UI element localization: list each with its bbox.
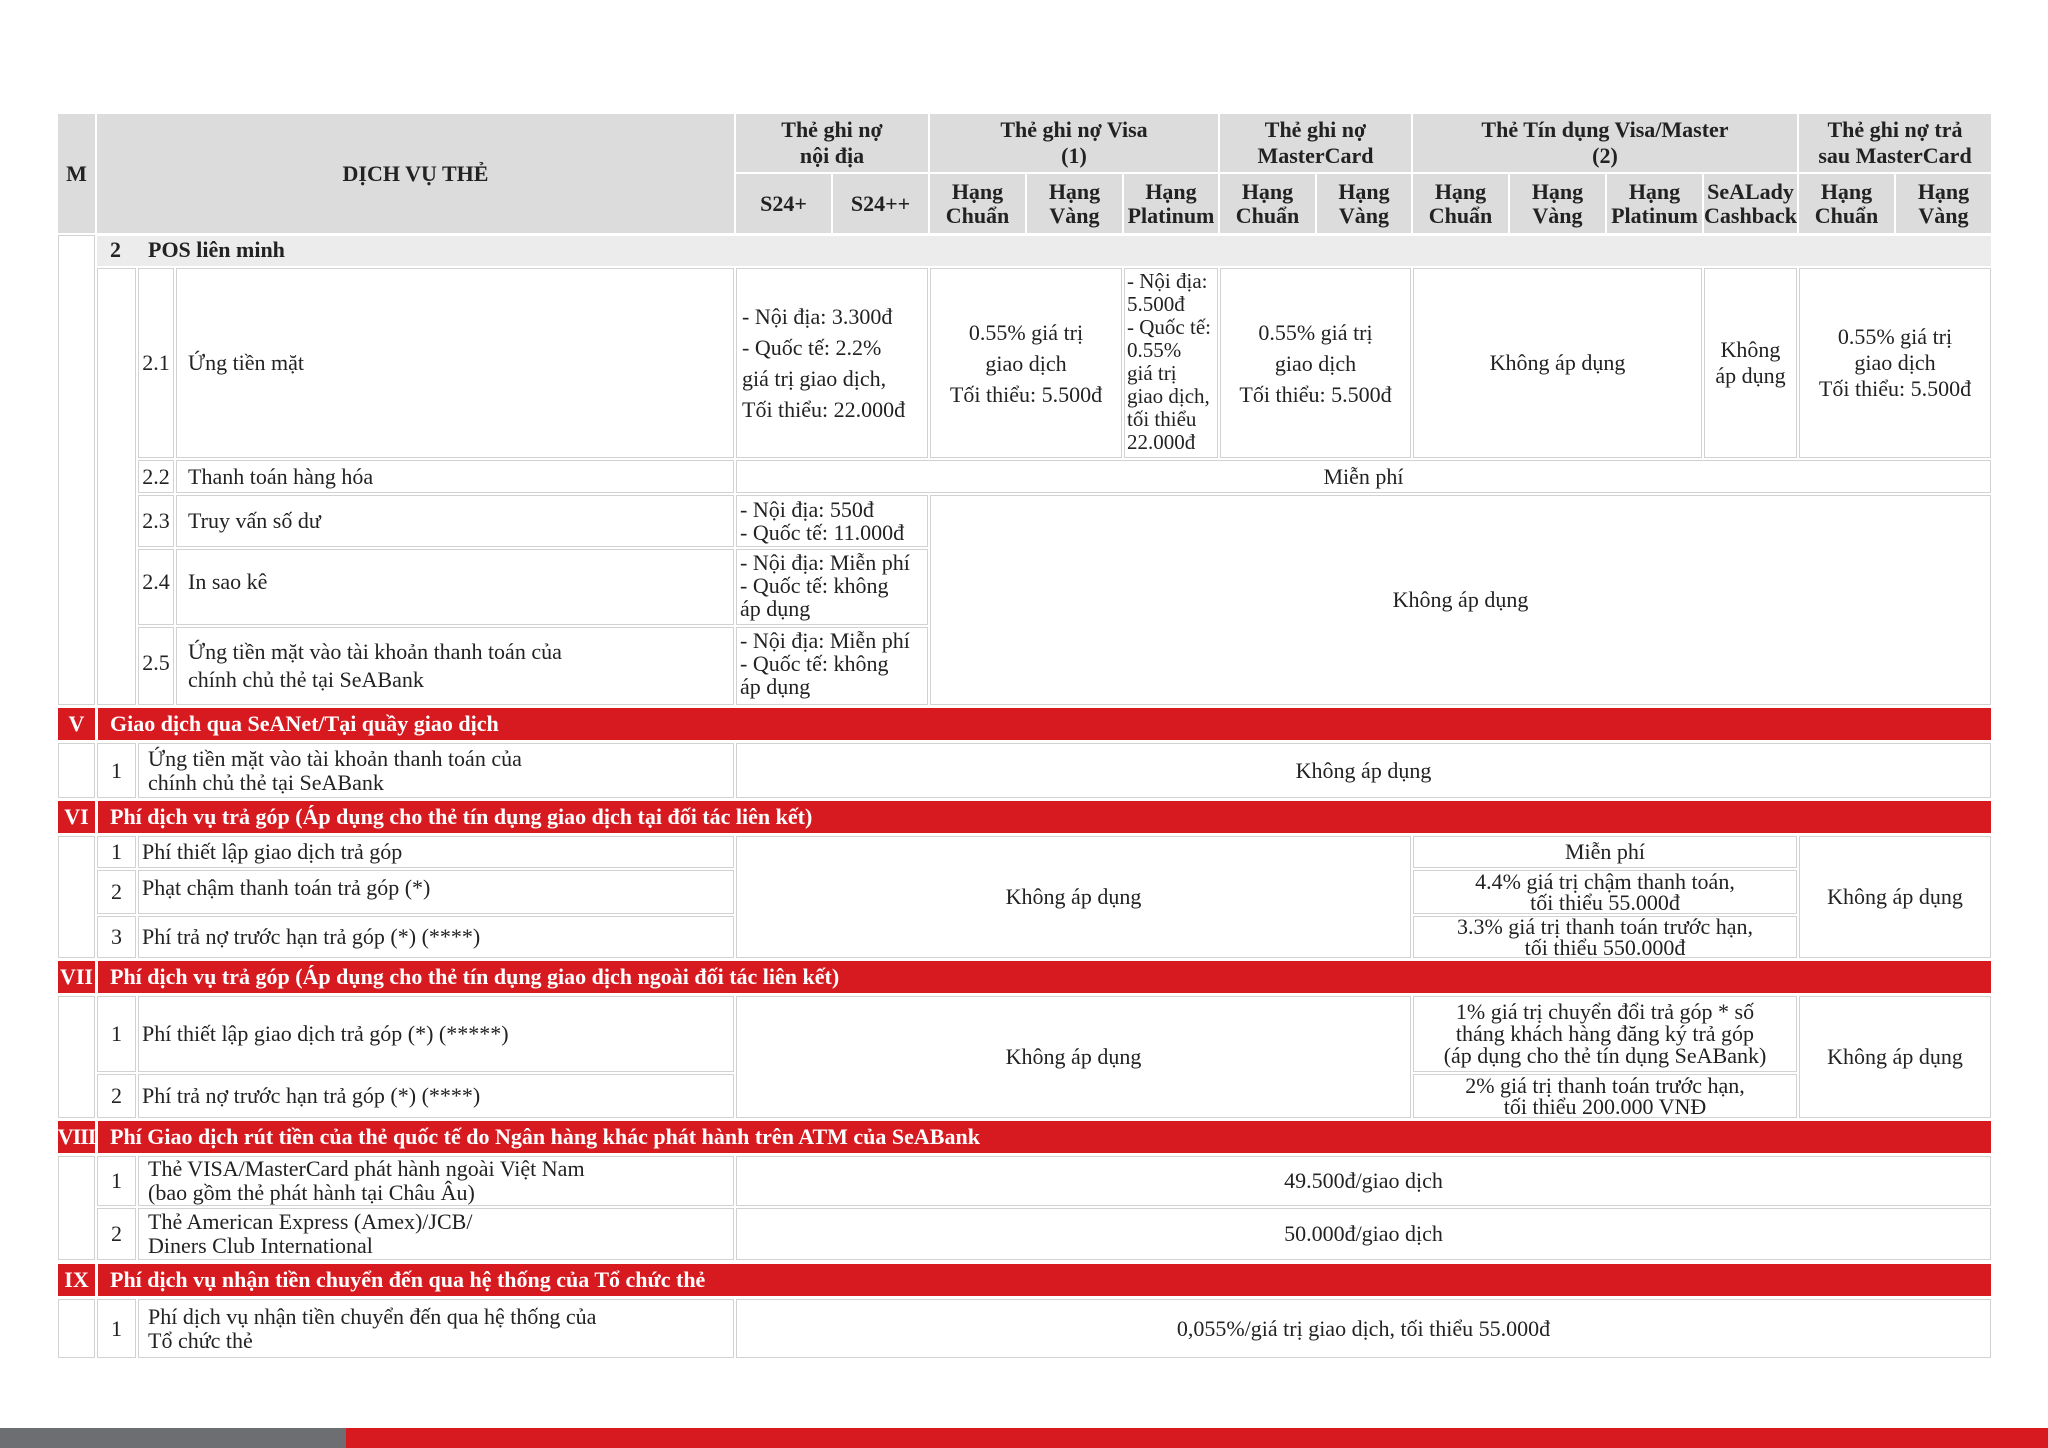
section-vii-roman: VII: [59, 964, 93, 989]
section-ix-title: Phí dịch vụ nhận tiền chuyển đến qua hệ thống của Tổ chức thẻ: [110, 1267, 706, 1292]
section-divider: [95, 1264, 98, 1296]
row-label-early-repayment: Phí trả nợ trước hạn trả góp (*) (****): [142, 1083, 481, 1108]
m-column-blank: [58, 743, 95, 798]
value-credit-cash-advance: Không áp dụng: [1489, 350, 1626, 375]
row-label-statement: In sao kê: [188, 569, 268, 594]
section-divider: [95, 708, 98, 740]
row-label-early-repayment: Phí trả nợ trước hạn trả góp (*) (****): [142, 924, 481, 949]
row-number: 2: [111, 1083, 122, 1108]
value-credit-installment-setup: Miễn phí: [1564, 839, 1646, 864]
value-postpaid-cash-advance: 0.55% giá trị giao dịch Tối thiểu: 5.500đ: [1818, 324, 1972, 401]
m-column-blank: [58, 1156, 95, 1260]
value-domestic-cash-advance: - Nội địa: 3.300đ - Quốc tế: 2.2% giá trị giao dịch, Tối thiểu: 22.000đ: [742, 304, 906, 422]
row-label-inbound-transfer: Phí dịch vụ nhận tiền chuyển đến qua hệ thống của Tổ chức thẻ: [148, 1303, 597, 1353]
value-fee: 0,055%/giá trị giao dịch, tối thiểu 55.000đ: [1176, 1315, 1551, 1341]
value-credit-installment-setup: 1% giá trị chuyển đổi trả góp * số tháng khách hàng đăng ký trả góp (áp dụng cho thẻ tín dụng SeABank): [1443, 999, 1767, 1068]
group-postpaid-label: Thẻ ghi nợ trả sau MasterCard: [1818, 117, 1972, 168]
row-number: 1: [111, 1315, 122, 1341]
row-label-cash-to-account: Ứng tiền mặt vào tài khoản thanh toán của chính chủ thẻ tại SeABank: [188, 639, 562, 692]
sub-label: Hạng Chuẩn: [945, 178, 1010, 228]
m-column-blank: [58, 836, 95, 958]
sub-label: Hạng Vàng: [1338, 178, 1390, 228]
row-label-installment-setup: Phí thiết lập giao dịch trả góp (*) (*****): [142, 1021, 509, 1046]
row-number: 2.3: [142, 508, 170, 533]
m-column-blank: [58, 1299, 95, 1358]
value-fee: 50.000đ/giao dịch: [1284, 1221, 1443, 1246]
row-label-amex-jcb-diners: Thẻ American Express (Amex)/JCB/ Diners Club International: [148, 1209, 473, 1258]
row-number: 2.5: [142, 650, 170, 675]
header-service-label: DỊCH VỤ THẺ: [342, 160, 489, 186]
section-v-roman: V: [68, 711, 85, 736]
row-number: 2.1: [142, 350, 170, 375]
group-credit-label: Thẻ Tín dụng Visa/Master (2): [1481, 117, 1729, 168]
value-fee: 49.500đ/giao dịch: [1284, 1168, 1443, 1193]
section-vi-roman: VI: [64, 804, 89, 829]
sub-label: Hạng Vàng: [1917, 178, 1970, 228]
header-m-label: M: [66, 160, 87, 186]
section-v-title: Giao dịch qua SeANet/Tại quầy giao dịch: [110, 711, 499, 736]
group-domestic-label: Thẻ ghi nợ nội địa: [781, 117, 883, 168]
row-number: 2: [111, 879, 122, 904]
value-domestic-cash-to-account: - Nội địa: Miễn phí - Quốc tế: không áp dụng: [740, 628, 910, 699]
section-viii-title: Phí Giao dịch rút tiền của thẻ quốc tế do Ngân hàng khác phát hành trên ATM của SeABank: [110, 1124, 980, 1149]
value-credit-late-payment: 4.4% giá trị chậm thanh toán, tối thiểu 55.000đ: [1475, 869, 1735, 915]
sub-label: SeALady Cashback: [1704, 178, 1797, 228]
row-label-cash-to-account: Ứng tiền mặt vào tài khoản thanh toán của chính chủ thẻ tại SeABank: [148, 745, 522, 795]
value-visa-platinum-cash-advance: - Nội địa: 5.500đ - Quốc tế: 0.55% giá trị giao dịch, tối thiểu 22.000đ: [1127, 269, 1211, 454]
sub-label: S24++: [850, 190, 911, 216]
sub-label: Hạng Platinum: [1611, 178, 1698, 228]
value-domestic-statement: - Nội địa: Miễn phí - Quốc tế: không áp dụng: [740, 550, 910, 621]
footer-bar-red: [346, 1428, 2048, 1448]
footer-bar-gray: [0, 1428, 346, 1448]
sub-label: Hạng Vàng: [1048, 178, 1101, 228]
section-ix-roman: IX: [64, 1267, 89, 1292]
row-number: 1: [111, 757, 122, 783]
value-sealady-cash-advance: Không áp dụng: [1715, 337, 1786, 388]
row-number: 2.4: [142, 569, 170, 594]
sub-label: Hạng Chuẩn: [1235, 178, 1300, 228]
row-label-late-payment: Phạt chậm thanh toán trả góp (*): [142, 875, 431, 900]
sub-label: S24+: [760, 190, 807, 216]
section-vii-title: Phí dịch vụ trả góp (Áp dụng cho thẻ tín dụng giao dịch ngoài đối tác liên kết): [110, 964, 840, 989]
group-mastercard-label: Thẻ ghi nợ MasterCard: [1257, 117, 1374, 168]
value-not-applicable: Không áp dụng: [1827, 884, 1963, 909]
section-divider: [95, 961, 98, 993]
value-not-applicable: Không áp dụng: [1827, 1044, 1963, 1069]
value-domestic-balance-inquiry: - Nội địa: 550đ - Quốc tế: 11.000đ: [740, 497, 905, 545]
value-not-applicable: Không áp dụng: [1005, 884, 1142, 909]
value-credit-early-repayment: 3.3% giá trị thanh toán trước hạn, tối thiểu 550.000đ: [1456, 914, 1754, 960]
row-label-cash-advance: Ứng tiền mặt: [188, 350, 305, 375]
row-label-purchase: Thanh toán hàng hóa: [188, 463, 374, 489]
sub-label: Hạng Chuẩn: [1428, 178, 1493, 228]
row-number: 3: [111, 924, 122, 949]
pos-section-title: POS liên minh: [148, 237, 285, 262]
section-vi-title: Phí dịch vụ trả góp (Áp dụng cho thẻ tín dụng giao dịch tại đối tác liên kết): [110, 804, 813, 829]
section-divider: [95, 801, 98, 833]
sub-label: Hạng Vàng: [1531, 178, 1584, 228]
m-column-blank: [58, 235, 95, 705]
row-label-installment-setup: Phí thiết lập giao dịch trả góp: [142, 839, 403, 864]
row-number: 1: [111, 1021, 122, 1046]
row-number: 2: [111, 1221, 122, 1246]
sub-label: Hạng Platinum: [1127, 178, 1215, 228]
section-viii-roman: VIII: [57, 1124, 96, 1149]
row-label-visa-master-abroad: Thẻ VISA/MasterCard phát hành ngoài Việt Nam (bao gồm thẻ phát hành tại Châu Âu): [148, 1156, 585, 1205]
row-number: 1: [111, 839, 122, 864]
value-visa-cash-advance: 0.55% giá trị giao dịch Tối thiểu: 5.500đ: [949, 319, 1103, 407]
value-not-applicable: Không áp dụng: [1295, 757, 1432, 783]
sub-label: Hạng Chuẩn: [1814, 178, 1879, 228]
value-not-applicable: Không áp dụng: [1005, 1044, 1142, 1069]
row-number: 2.2: [142, 463, 170, 489]
pos-section-num: 2: [110, 237, 121, 262]
m-column-blank: [58, 996, 95, 1118]
row-number: 1: [111, 1168, 122, 1193]
group-visa-label: Thẻ ghi nợ Visa (1): [1000, 117, 1148, 168]
row-label-balance-inquiry: Truy vấn số dư: [188, 508, 321, 533]
value-master-cash-advance: 0.55% giá trị giao dịch Tối thiểu: 5.500đ: [1239, 319, 1392, 407]
value-merged-not-applicable: Không áp dụng: [1392, 587, 1529, 612]
value-purchase: Miễn phí: [1323, 463, 1404, 489]
value-credit-early-repayment: 2% giá trị thanh toán trước hạn, tối thiểu 200.000 VNĐ: [1465, 1073, 1745, 1119]
indent-column: [97, 268, 136, 705]
